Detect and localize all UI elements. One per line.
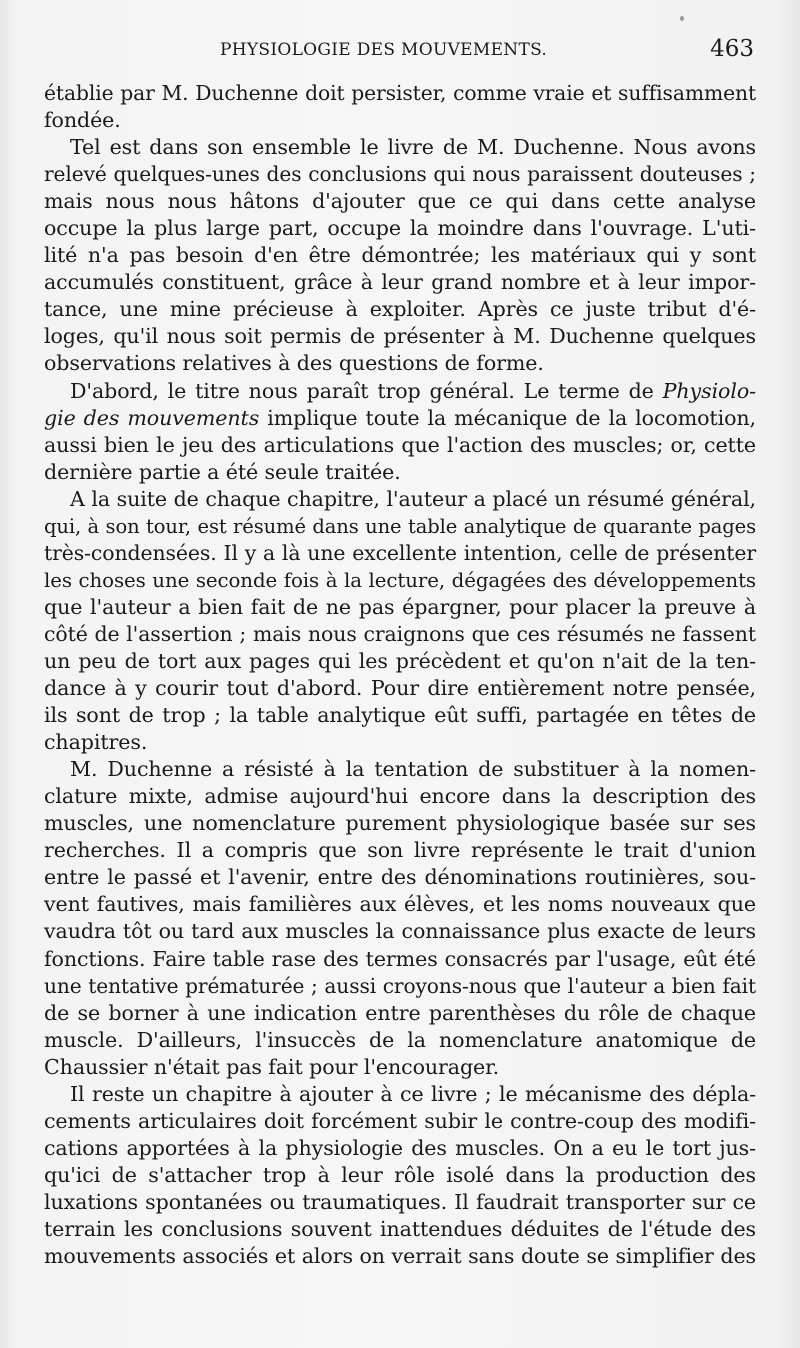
text-line: gie des mouvements implique toute la mécanique de la locomotion,	[44, 405, 756, 430]
text-line: luxations spontanées ou traumatiques. Il faudrait transporter sur ce	[44, 1189, 756, 1214]
text-line: clature mixte, admise aujourd'hui encore dans la description des	[44, 784, 756, 809]
text-line: recherches. Il a compris que son livre représente le trait d'union	[44, 838, 756, 863]
text-line: tance, une mine précieuse à exploiter. Après ce juste tribut d'é-	[44, 297, 756, 322]
text-line: lité n'a pas besoin d'en être démontrée; les matériaux qui y sont	[44, 243, 756, 268]
text-line: un peu de tort aux pages qui les précèdent et qu'on n'ait de la ten-	[44, 648, 756, 673]
text-line: établie par M. Duchenne doit persister, comme vraie et suffisamment	[44, 81, 756, 105]
page-number: 463	[710, 36, 754, 62]
text-line: cements articulaires doit forcément subir le contre-coup des modifi-	[44, 1108, 756, 1133]
text-line: terrain les conclusions souvent inattendues déduites de l'étude des	[44, 1216, 756, 1241]
text-line: Il reste un chapitre à ajouter à ce livre ; le mécanisme des dépla-	[70, 1081, 756, 1106]
text-line: loges, qu'il nous soit permis de présenter à M. Duchenne quelques	[44, 324, 756, 349]
text-line: que l'auteur a bien fait de ne pas épargner, pour placer la preuve à	[44, 594, 756, 619]
text-line: une tentative prématurée ; aussi croyons-nous que l'auteur a bien fait	[44, 973, 756, 998]
text-line: mais nous nous hâtons d'ajouter que ce qui dans cette analyse	[44, 189, 756, 214]
running-title: PHYSIOLOGIE DES MOUVEMENTS.	[220, 40, 548, 60]
text-line: fondée.	[44, 108, 121, 133]
text-line: très-condensées. Il y a là une excellente intention, celle de présenter	[44, 540, 756, 565]
book-title-italic: gie des mouvements	[44, 405, 260, 430]
text-line: Tel est dans son ensemble le livre de M. Duchenne. Nous avons	[70, 135, 756, 160]
text-line: qui, à son tour, est résumé dans une table analytique de quarante pages	[44, 514, 756, 538]
text-line: chapitres.	[44, 730, 148, 755]
text-line: M. Duchenne a résisté à la tentation de substituer à la nomen-	[70, 757, 756, 782]
text-line: mouvements associés et alors on verrait sans doute se simplifier des	[44, 1244, 756, 1269]
text-line: les choses une seconde fois à la lecture, dégagées des développements	[44, 568, 756, 592]
text-line: vent fautives, mais familières aux élèves, et les noms nouveaux que	[44, 892, 756, 917]
text-line: dernière partie a été seule traitée.	[44, 459, 401, 484]
text-line: observations relatives à des questions de forme.	[44, 351, 544, 376]
text-line: fonctions. Faire table rase des termes consacrés par l'usage, eût été	[44, 946, 756, 971]
body-text	[44, 80, 756, 1270]
ink-speck	[680, 16, 684, 21]
text-line: côté de l'assertion ; mais nous craignons que ces résumés ne fassent	[44, 621, 756, 646]
text-line: ils sont de trop ; la table analytique eût suffi, partagée en têtes de	[44, 703, 756, 728]
text-line: cations apportées à la physiologie des muscles. On a eu le tort jus-	[44, 1135, 756, 1160]
text-line: de se borner à une indication entre parenthèses du rôle de chaque	[44, 1000, 756, 1025]
text-line: dance à y courir tout d'abord. Pour dire entièrement notre pensée,	[44, 676, 756, 701]
text-line: accumulés constituent, grâce à leur grand nombre et à leur impor-	[44, 270, 756, 295]
text-line: vaudra tôt ou tard aux muscles la connaissance plus exacte de leurs	[44, 919, 756, 944]
text-line: Chaussier n'était pas fait pour l'encourager.	[44, 1054, 500, 1079]
text-line: A la suite de chaque chapitre, l'auteur a placé un résumé général,	[70, 486, 756, 511]
text-line: muscle. D'ailleurs, l'insuccès de la nomenclature anatomique de	[44, 1027, 756, 1052]
text-line: qu'ici de s'attacher trop à leur rôle isolé dans la production des	[44, 1162, 756, 1187]
text-line: aussi bien le jeu des articulations que l'action des muscles; or, cette	[44, 432, 756, 457]
text-line: D'abord, le titre nous paraît trop général. Le terme de Physiolo-	[70, 378, 756, 403]
running-head	[44, 38, 754, 66]
text-line: entre le passé et l'avenir, entre des dénominations routinières, sou-	[44, 865, 756, 890]
text-line: occupe la plus large part, occupe la moindre dans l'ouvrage. L'uti-	[44, 216, 756, 241]
book-title-italic: Physiolo-	[662, 378, 756, 403]
text-line: relevé quelques-unes des conclusions qui nous paraissent douteuses ;	[44, 162, 756, 187]
text-line: muscles, une nomenclature purement physiologique basée sur ses	[44, 811, 756, 836]
